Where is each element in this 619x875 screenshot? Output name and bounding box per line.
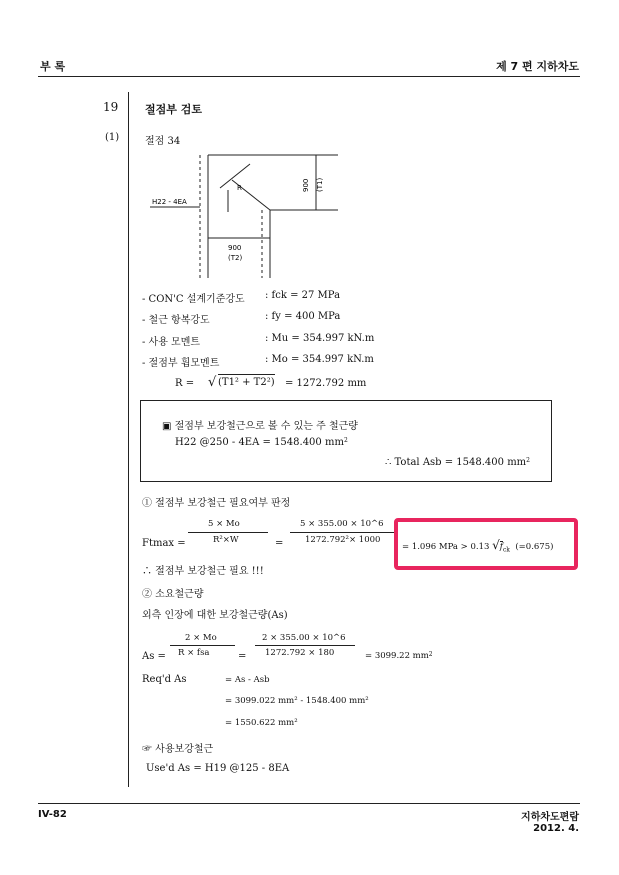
- dim-horizontal: 900: [228, 244, 242, 252]
- required-heading: ② 소요철근량: [142, 589, 204, 600]
- prop-value-3: : Mo = 354.997 kN.m: [265, 354, 374, 365]
- as-lhs: As =: [142, 651, 166, 662]
- section-number: 19: [103, 100, 119, 114]
- as-num2: 2 × 355.00 × 10^6: [262, 633, 346, 643]
- used-heading: ☞ 사용보강철근: [142, 744, 214, 755]
- footer-rule: [38, 803, 580, 804]
- ftmax-frac2: [290, 532, 395, 533]
- dim-horizontal-sub: (T2): [228, 254, 243, 262]
- prop-value-1: : fy = 400 MPa: [265, 311, 341, 322]
- reqd-line-0: = As - Asb: [225, 675, 270, 685]
- ftmax-eq: =: [275, 538, 284, 549]
- bar-label: H22 - 4EA: [152, 198, 187, 206]
- dim-vertical-sub: (T1): [316, 177, 324, 192]
- ftmax-lhs: Ftmax =: [142, 538, 186, 549]
- used-line: Use'd As = H19 @125 - 8EA: [146, 763, 290, 774]
- check-conclusion: ∴ 절점부 보강철근 필요 !!!: [142, 566, 264, 577]
- header-left: 부 록: [40, 60, 66, 73]
- prop-name-2: - 사용 모멘트: [142, 337, 201, 348]
- reqd-line-2: = 1550.622 mm²: [225, 718, 298, 728]
- reqd-label: Req'd As: [142, 674, 187, 685]
- section-title: 절점부 검토: [145, 103, 202, 116]
- rebar-box-line: H22 @250 - 4EA = 1548.400 $mm^2$: [175, 437, 348, 448]
- prop-value-0: : fck = 27 MPa: [265, 290, 341, 301]
- as-eq: =: [238, 651, 247, 662]
- as-den2: 1272.792 × 180: [265, 648, 335, 658]
- r-label: R: [237, 184, 242, 192]
- ftmax-num2: 5 × 355.00 × 10^6: [300, 519, 384, 529]
- ftmax-den2: 1272.792²× 1000: [305, 535, 381, 545]
- header-right: 제 7 편 지하차도: [496, 60, 579, 73]
- as-result: = 3099.22 $mm^2$: [365, 651, 433, 661]
- margin-rule: [128, 92, 129, 787]
- check-heading: ① 절점부 보강철근 필요여부 판정: [142, 498, 291, 509]
- footer-title: 지하차도편람: [521, 812, 579, 823]
- as-frac1: [170, 645, 235, 646]
- joint-drawing: [140, 150, 345, 280]
- as-den1: R × fsa: [178, 648, 210, 658]
- sqrt-symbol: √: [208, 375, 217, 390]
- ftmax-num1: 5 × Mo: [208, 519, 240, 529]
- item-number: (1): [105, 132, 120, 143]
- item-title: 절점 34: [145, 136, 181, 147]
- dim-vertical: 900: [302, 178, 310, 192]
- as-frac2: [255, 645, 355, 646]
- header-rule: [38, 76, 580, 77]
- r-radicand: (T1² + T2²): [218, 374, 275, 388]
- rebar-box-total: ∴ Total Asb = 1548.400 $mm^2$: [385, 457, 530, 468]
- as-num1: 2 × Mo: [185, 633, 217, 643]
- ftmax-den1: R²×W: [213, 535, 239, 545]
- prop-value-2: : Mu = 354.997 kN.m: [265, 333, 375, 344]
- ftmax-result: = 1.096 MPa > 0.13 $√f_{ck}$ (=0.675): [402, 538, 554, 554]
- footer-page: IV-82: [38, 809, 67, 820]
- rebar-box-title: ▣ 절점부 보강철근으로 볼 수 있는 주 철근량: [162, 421, 358, 432]
- prop-name-1: - 철근 항복강도: [142, 315, 210, 326]
- prop-name-0: - CON'C 설계기준강도: [142, 294, 245, 305]
- required-subheading: 외측 인장에 대한 보강철근량(As): [142, 610, 288, 621]
- prop-name-3: - 절점부 휨모멘트: [142, 358, 220, 369]
- ftmax-frac1: [188, 532, 268, 533]
- reqd-line-1: = 3099.022 mm² - 1548.400 mm²: [225, 696, 369, 706]
- r-rhs: = 1272.792 mm: [285, 378, 367, 389]
- footer-date: 2012. 4.: [533, 823, 579, 834]
- r-lhs: R =: [175, 378, 195, 389]
